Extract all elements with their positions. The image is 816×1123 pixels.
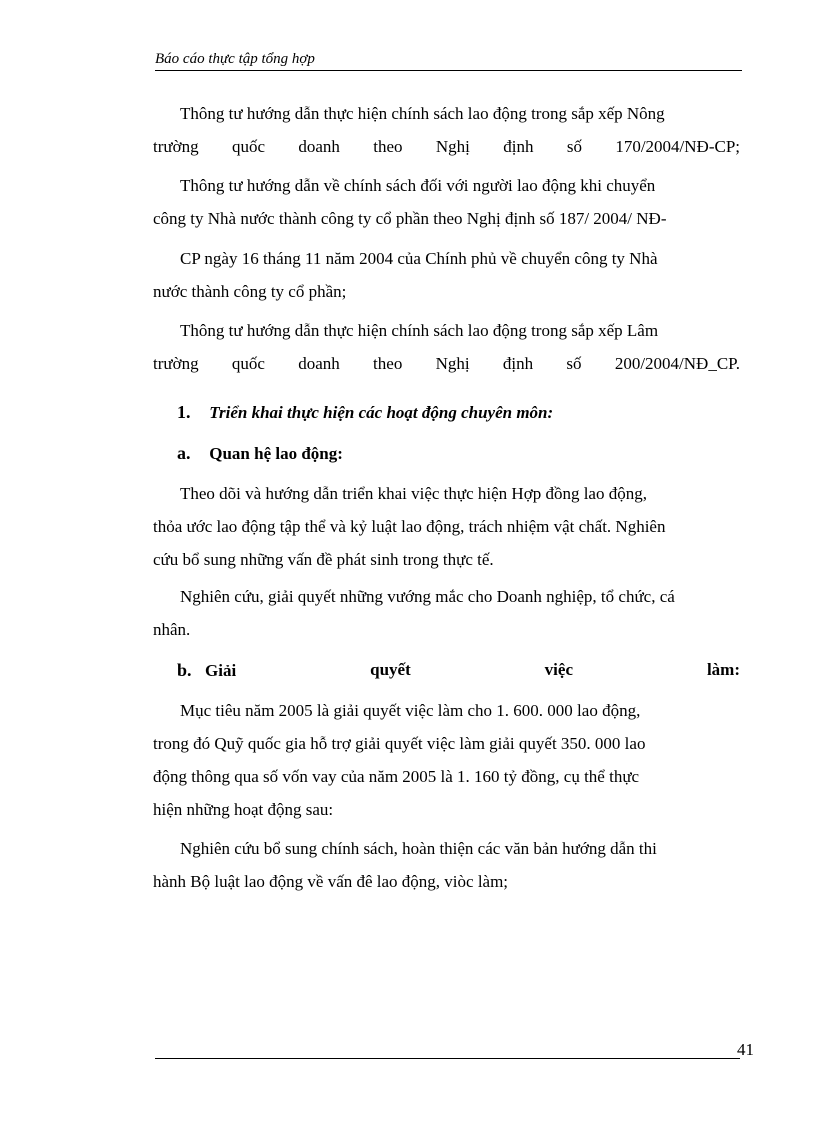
header-title: Báo cáo thực tập tổng hợp <box>155 51 315 67</box>
text-line: Thông tư hướng dẫn thực hiện chính sách lao động trong sắp xếp Lâm <box>180 321 659 340</box>
text-line: cứu bổ sung những vấn đề phát sinh trong thực tế. <box>153 550 494 569</box>
paragraph-4 <box>153 314 740 380</box>
text-line: nhân. <box>153 620 191 639</box>
text-line: Thông tư hướng dẫn về chính sách đối với người lao động khi chuyển <box>180 176 656 195</box>
text-line: công ty Nhà nước thành công ty cổ phần theo Nghị định số 187/ 2004/ NĐ- <box>153 209 667 228</box>
text-line: CP ngày 16 tháng 11 năm 2004 của Chính phủ về chuyển công ty Nhà <box>180 249 658 268</box>
text-line: Thông tư hướng dẫn thực hiện chính sách lao động trong sắp xếp Nông <box>180 104 665 123</box>
text-line: nước thành công ty cổ phần; <box>153 282 347 301</box>
footer-rule <box>155 1058 740 1059</box>
text-line: động thông qua số vốn vay của năm 2005 là 1. 160 tỷ đồng, cụ thể thực <box>153 767 640 786</box>
subsection-title: Quan hệ lao động: <box>209 444 343 463</box>
text-line: trường quốc doanh theo Nghị định số 170/2004/NĐ-CP; <box>153 137 740 156</box>
text-line: Mục tiêu năm 2005 là giải quyết việc làm cho 1. 600. 000 lao động, <box>180 701 641 720</box>
subsection-number: b. <box>177 660 192 680</box>
text-line: thỏa ước lao động tập thể và kỷ luật lao động, trách nhiệm vật chất. Nghiên <box>153 517 666 536</box>
page-number: 41 <box>737 1040 754 1059</box>
paragraph-b2 <box>153 832 740 898</box>
paragraph-a2 <box>153 580 740 646</box>
paragraph-2 <box>153 169 740 235</box>
section-heading <box>177 402 553 423</box>
heading-word: việc <box>544 660 573 679</box>
subsection-b-heading <box>177 660 740 681</box>
section-number: 1. <box>177 402 191 422</box>
paragraph-a1 <box>153 477 740 576</box>
text-line: Theo dõi và hướng dẫn triển khai việc thực hiện Hợp đồng lao động, <box>180 484 647 503</box>
subsection-number: a. <box>177 443 191 463</box>
subsection-number-title <box>177 660 236 681</box>
text-line: Nghiên cứu, giải quyết những vướng mắc cho Doanh nghiệp, tổ chức, cá <box>180 587 675 606</box>
section-title: Triển khai thực hiện các hoạt động chuyên môn: <box>209 403 554 422</box>
text-line: hiện những hoạt động sau: <box>153 800 334 819</box>
text-line: hành Bộ luật lao động về vấn đê lao động, viòc làm; <box>153 872 509 891</box>
paragraph-1 <box>153 97 740 163</box>
heading-word: quyết <box>370 660 411 679</box>
subsection-a-heading <box>177 443 343 464</box>
text-line: Nghiên cứu bổ sung chính sách, hoàn thiện các văn bản hướng dẫn thi <box>180 839 657 858</box>
paragraph-3 <box>153 242 740 308</box>
text-line: trong đó Quỹ quốc gia hỗ trợ giải quyết việc làm giải quyết 350. 000 lao <box>153 734 646 753</box>
heading-word: làm: <box>706 660 740 679</box>
heading-word: Giải <box>205 661 237 680</box>
page-header <box>155 48 742 71</box>
paragraph-b1 <box>153 694 740 826</box>
text-line: trường quốc doanh theo Nghị định số 200/2004/NĐ_CP. <box>153 354 740 373</box>
